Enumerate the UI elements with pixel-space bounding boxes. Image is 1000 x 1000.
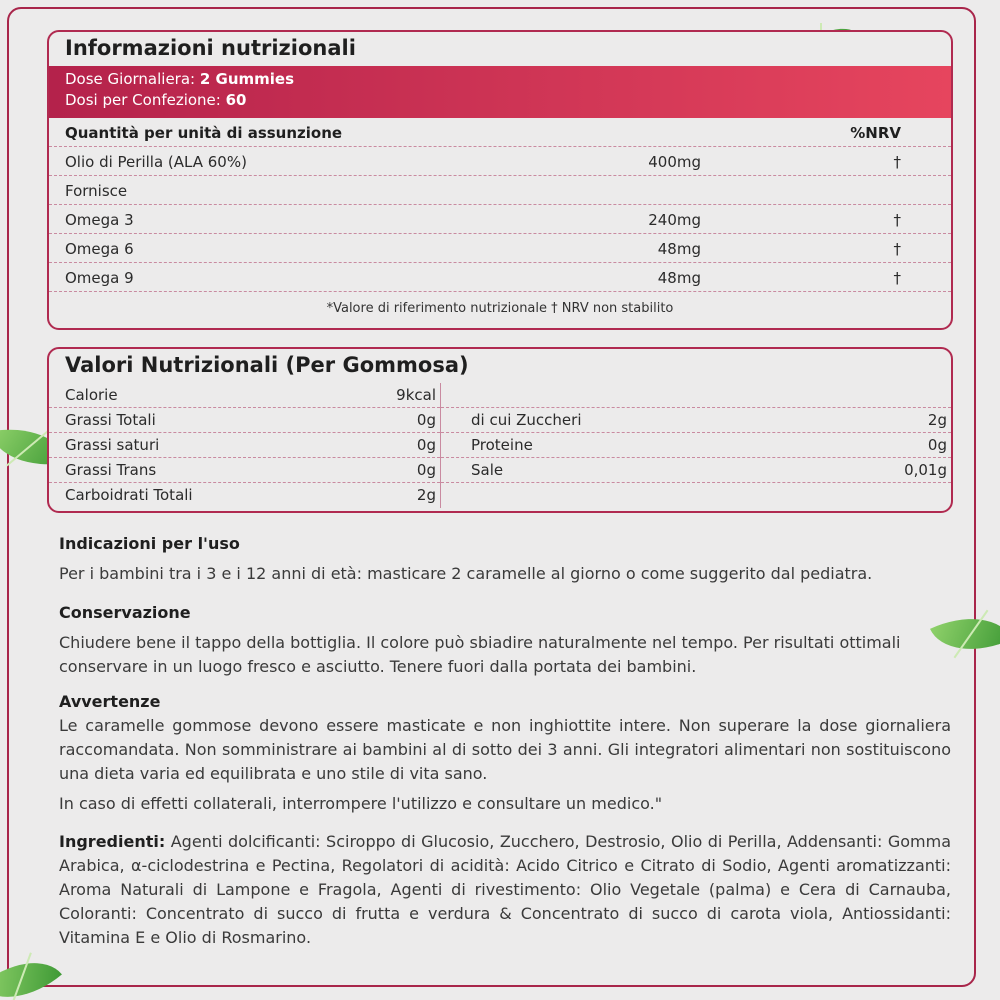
row-nrv: †: [893, 240, 901, 258]
item-name: Calorie: [65, 386, 118, 404]
item-value: 0g: [927, 436, 947, 454]
item-value: 0g: [416, 436, 436, 454]
servings-value: 60: [225, 91, 247, 109]
section-title: Conservazione: [59, 603, 191, 622]
item-value: 9kcal: [396, 386, 436, 404]
row-name: Omega 3: [65, 211, 134, 229]
item-name: Proteine: [471, 436, 533, 454]
dose-value: 2 Gummies: [199, 70, 295, 88]
list-item: [49, 483, 440, 508]
values-left-column: [49, 383, 441, 508]
item-name: Sale: [471, 461, 504, 479]
table-row: [49, 147, 951, 176]
table-header: [49, 118, 951, 147]
ingredients-section: [59, 830, 951, 950]
item-value: 2g: [927, 411, 947, 429]
item-name: di cui Zuccheri: [471, 411, 582, 429]
item-value: 0g: [416, 411, 436, 429]
dose-label: Dose Giornaliera:: [65, 70, 196, 88]
section-title: Indicazioni per l'uso: [59, 534, 240, 553]
list-item: [441, 458, 951, 483]
item-value: 0,01g: [904, 461, 947, 479]
nutrition-values-panel: [47, 347, 953, 513]
section-text: Per i bambini tra i 3 e i 12 anni di età: masticare 2 caramelle al giorno o come suggerito dal pediatra.: [59, 564, 873, 583]
servings-label: Dosi per Confezione:: [65, 91, 221, 109]
header-col-nrv: %NRV: [850, 124, 901, 142]
table-row: [49, 176, 951, 205]
list-item: [49, 433, 440, 458]
table-row: [49, 263, 951, 292]
item-name: Grassi Totali: [65, 411, 156, 429]
row-amount: 48mg: [657, 269, 701, 287]
row-amount: 240mg: [648, 211, 701, 229]
ingredients-label: Ingredienti:: [59, 832, 166, 851]
row-name: Fornisce: [65, 182, 128, 200]
section-text: Le caramelle gommose devono essere masticate e non inghiottite intere. Non superare la dose giornaliera raccomandata. Non somministrare ai bambini al di sotto dei 3 anni. Gli integratori alimentari non sostituiscono una dieta varia ed equilibrata e uno stile di vita sano.: [59, 716, 951, 783]
item-name: Grassi Trans: [65, 461, 157, 479]
row-name: Omega 9: [65, 269, 134, 287]
nutrition-info-panel: [47, 30, 953, 330]
panel-title: Informazioni nutrizionali: [65, 36, 356, 60]
panel-title: Valori Nutrizionali (Per Gommosa): [65, 353, 469, 377]
list-item: [49, 408, 440, 433]
section-text: In caso di effetti collaterali, interrompere l'utilizzo e consultare un medico.": [59, 794, 663, 813]
storage-section: [59, 601, 951, 679]
row-amount: 48mg: [657, 240, 701, 258]
list-item: [49, 383, 440, 408]
row-name: Olio di Perilla (ALA 60%): [65, 153, 247, 171]
header-col-quantity: Quantità per unità di assunzione: [65, 124, 343, 142]
item-value: 2g: [416, 486, 436, 504]
row-amount: 400mg: [648, 153, 701, 171]
row-nrv: †: [893, 269, 901, 287]
table-row: [49, 205, 951, 234]
table-row: [49, 234, 951, 263]
row-nrv: †: [893, 153, 901, 171]
values-right-column: [441, 383, 951, 508]
row-nrv: †: [893, 211, 901, 229]
section-title: Avvertenze: [59, 692, 161, 711]
list-item: [441, 433, 951, 458]
list-item: [441, 483, 951, 508]
row-name: Omega 6: [65, 240, 134, 258]
ingredients-text: Agenti dolcificanti: Sciroppo di Glucosio, Zucchero, Destrosio, Olio di Perilla, Addensanti: Gomma Arabica, α-ciclodestrina e Pectina, Regolatori di acidità: Acido Citrico e Citrato di Sodio, Agenti aromatizzanti: Aroma Naturali di Lampone e Fragola, Agenti di rivestimento: Olio Vegetale (palma) e Cera di Carnauba, Coloranti: Concentrato di succo di frutta e verdura & Concentrato di succo di carota viola, Antiossidanti: Vitamina E e Olio di Rosmarino.: [59, 832, 952, 947]
warnings-section: [59, 690, 951, 816]
section-text: Chiudere bene il tappo della bottiglia. Il colore può sbiadire naturalmente nel tempo. Per risultati ottimali conservare in un luogo fresco e asciutto. Tenere fuori dalla portata dei bambini.: [59, 633, 901, 676]
item-value: 0g: [416, 461, 436, 479]
list-item: [441, 383, 951, 408]
footnote: *Valore di riferimento nutrizionale † NRV non stabilito: [326, 301, 674, 316]
item-name: Carboidrati Totali: [65, 486, 193, 504]
list-item: [441, 408, 951, 433]
dose-band: [49, 66, 951, 118]
usage-section: [59, 532, 951, 586]
list-item: [49, 458, 440, 483]
item-name: Grassi saturi: [65, 436, 160, 454]
